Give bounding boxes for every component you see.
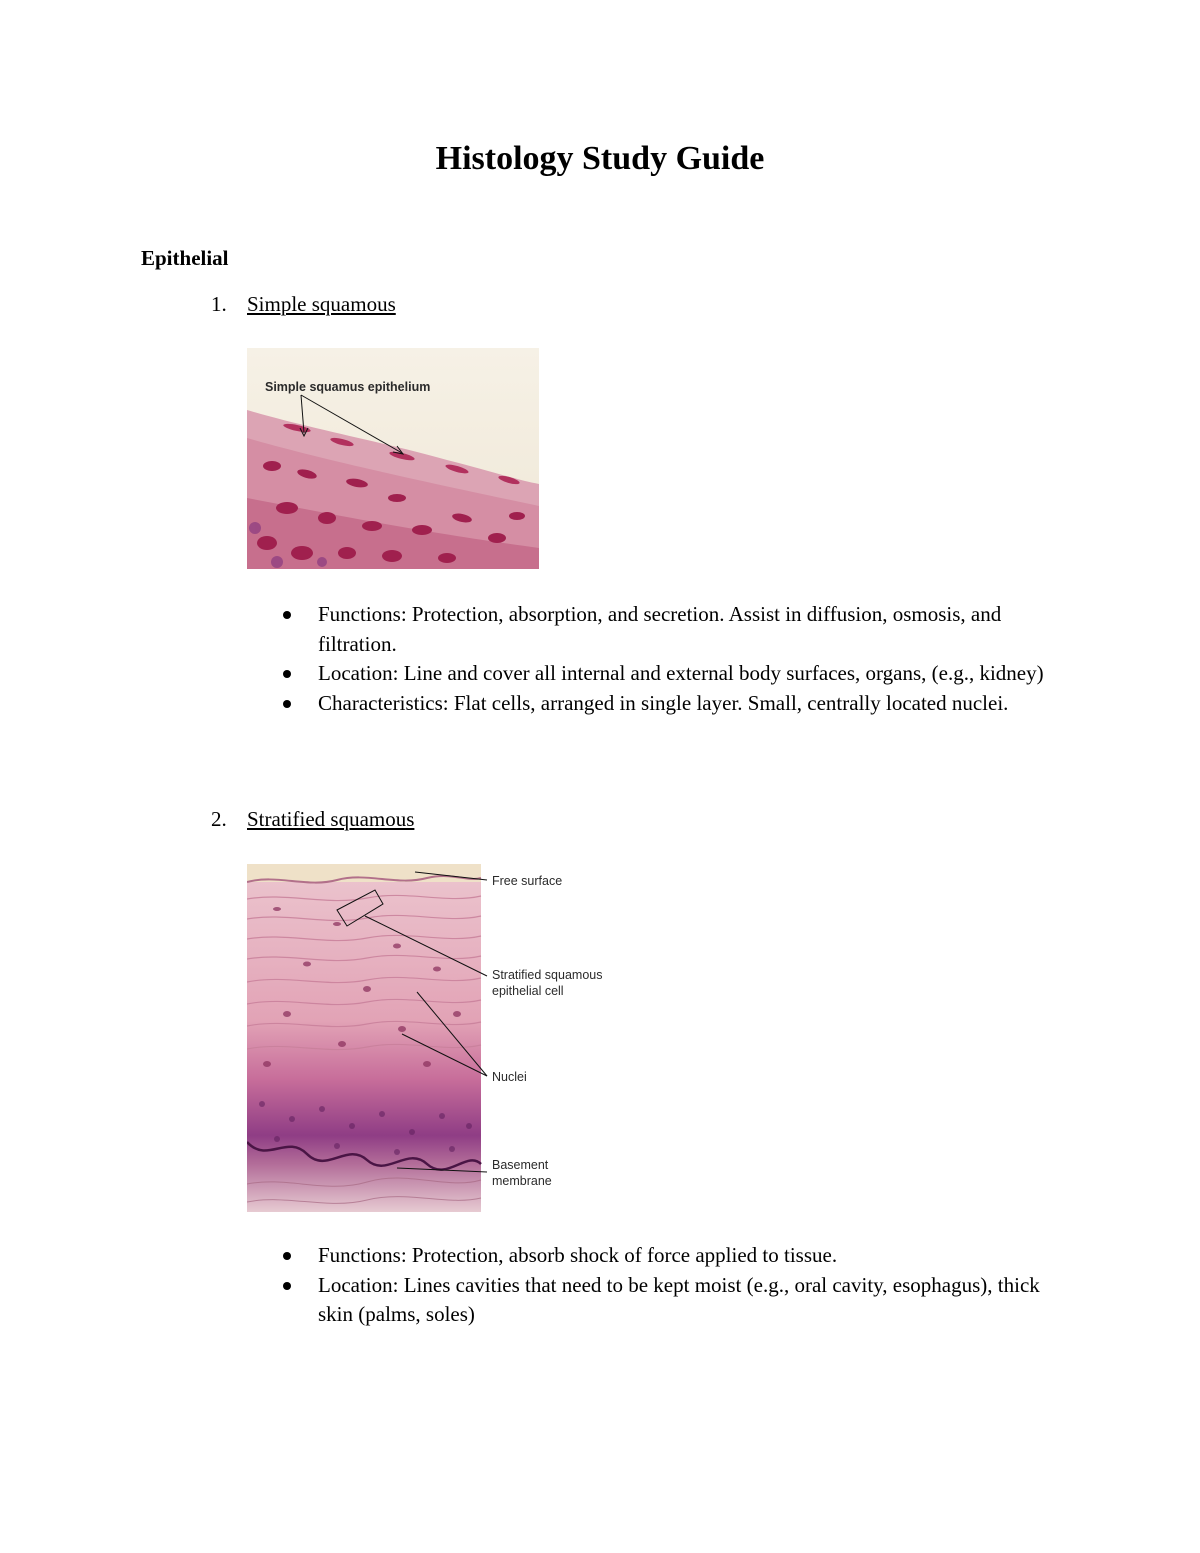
label-free-surface: Free surface [492, 874, 563, 888]
simple-squamous-figure-label: Simple squamus epithelium [265, 380, 431, 394]
stratified-squamous-bullet-list [281, 1241, 1061, 1330]
bullet-icon [283, 1282, 291, 1290]
label-stratified-squamous: Stratified squamous [492, 968, 603, 982]
bullet-icon [283, 670, 291, 678]
list-item: Location: Line and cover all internal and external body surfaces, organs, (e.g., kidney) [281, 659, 1061, 689]
label-basement: Basement [492, 1158, 549, 1172]
bullet-icon [283, 611, 291, 619]
list-item: Functions: Protection, absorb shock of force applied to tissue. [281, 1241, 1061, 1271]
item-number: 1. [211, 292, 227, 316]
bullet-icon [283, 700, 291, 708]
list-item: Location: Lines cavities that need to be kept moist (e.g., oral cavity, esophagus), thick skin (palms, soles) [281, 1271, 1061, 1330]
bullet-icon [283, 1252, 291, 1260]
item-title: Stratified squamous [247, 807, 415, 831]
label-membrane: membrane [492, 1174, 552, 1188]
label-epithelial-cell: epithelial cell [492, 984, 564, 998]
item-heading-simple-squamous [211, 292, 396, 317]
page-title: Histology Study Guide [435, 140, 765, 177]
item-title: Simple squamous [247, 292, 396, 316]
stratified-squamous-micrograph [247, 864, 627, 1212]
item-number: 2. [211, 807, 227, 831]
item-heading-stratified-squamous [211, 807, 414, 832]
simple-squamous-bullet-list [281, 600, 1061, 718]
simple-squamous-micrograph [247, 348, 539, 569]
section-heading-epithelial: Epithelial [141, 246, 229, 270]
list-item: Functions: Protection, absorption, and secretion. Assist in diffusion, osmosis, and filtration. [281, 600, 1061, 659]
list-item: Characteristics: Flat cells, arranged in single layer. Small, centrally located nuclei. [281, 689, 1061, 719]
label-nuclei: Nuclei [492, 1070, 527, 1084]
